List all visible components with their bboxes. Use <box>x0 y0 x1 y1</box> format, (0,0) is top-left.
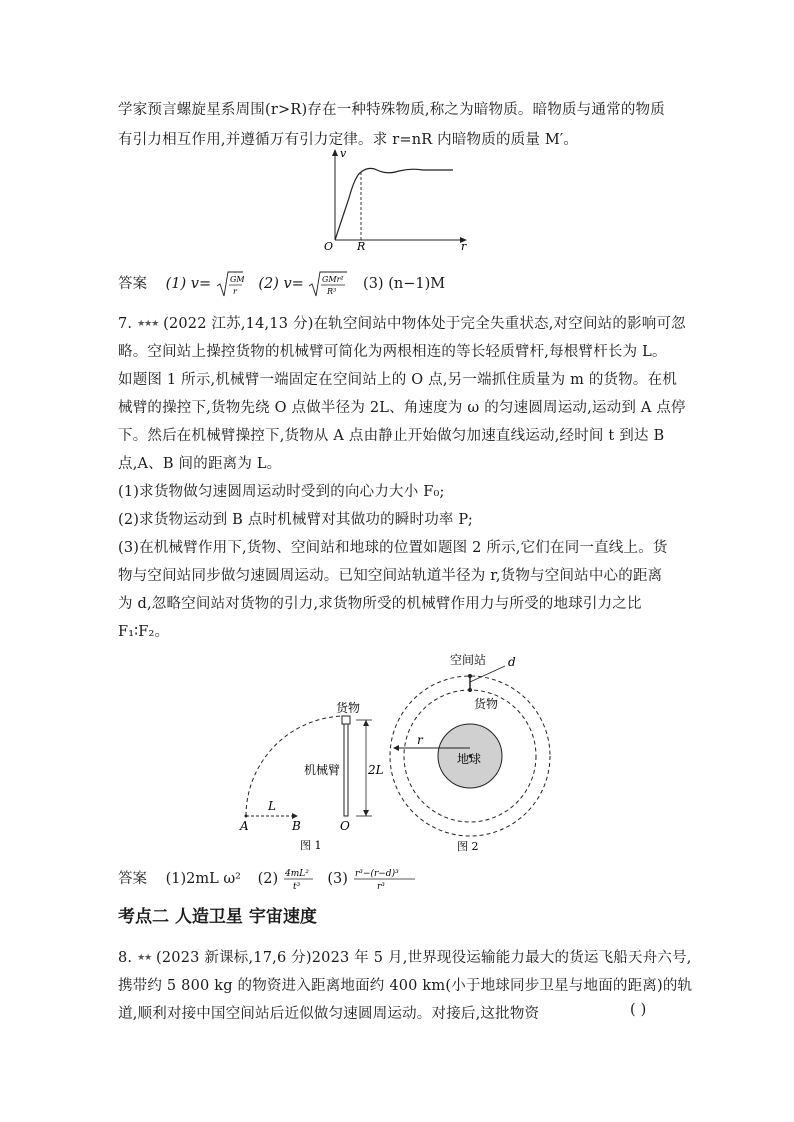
earth-label: 地球 <box>457 752 482 766</box>
problem-8-line: 道,顺利对接中国空间站后近似做匀速圆周运动。对接后,这批物资 <box>118 1006 540 1022</box>
figure-2-caption: 图 2 <box>457 840 479 853</box>
velocity-radius-graph <box>315 148 475 254</box>
prev-problem-line-1: 学家预言螺旋星系周围(r>R)存在一种特殊物质,称之为暗物质。暗物质与通常的物质 <box>118 102 665 118</box>
answer-1: (1)2mL ω² <box>165 871 241 887</box>
graph-origin-label: O <box>324 240 334 253</box>
problem-8-line: 携带约 5 800 kg 的物资进入距离地面约 400 km(小于地球同步卫星与地面的距离)的轨 <box>118 978 693 994</box>
graph-y-label: v <box>340 148 347 160</box>
fraction-answer-3 <box>353 866 419 892</box>
figure-1-robot-arm <box>230 690 390 855</box>
point-o-label: O <box>340 819 350 833</box>
problem-7-source: (2022 江苏,14,13 分)在轨空间站中物体处于完全失重状态,对空间站的影响可忽 <box>163 316 686 332</box>
svg-text:r³−(r−d)³: r³−(r−d)³ <box>354 869 399 879</box>
section-heading: 考点二 人造卫星 宇宙速度 <box>118 907 317 927</box>
sqrt-fraction-2 <box>308 270 348 298</box>
problem-7-question-2: (2)求货物运动到 B 点时机械臂对其做功的瞬时功率 P; <box>118 512 473 528</box>
figure-2-orbits <box>385 648 555 856</box>
prev-answer <box>118 270 445 298</box>
problem-7-line: F₁∶F₂。 <box>118 624 170 640</box>
length-2l-label: 2L <box>368 763 384 777</box>
cargo-box <box>342 716 350 724</box>
svg-text:r³: r³ <box>376 882 385 892</box>
fraction-answer-2 <box>283 866 317 892</box>
problem-7-question-1: (1)求货物做匀速圆周运动时受到的向心力大小 F₀; <box>118 484 445 500</box>
answer-label: 答案 <box>118 276 147 292</box>
answer-2-prefix: (2) v= <box>258 276 304 292</box>
problem-7-line: 物与空间站同步做匀速圆周运动。已知空间站轨道半径为 r,货物与空间站中心的距离 <box>118 568 663 584</box>
difficulty-stars-icon: ★★★ <box>137 319 159 329</box>
fig2-cargo-label: 货物 <box>474 697 499 711</box>
answer-bracket[interactable]: ( ) <box>630 1002 647 1018</box>
station-label: 空间站 <box>450 653 487 667</box>
svg-text:4mL²: 4mL² <box>284 869 309 879</box>
figure-1-caption: 图 1 <box>300 839 322 852</box>
problem-7-line: 械臂的操控下,货物先绕 O 点做半径为 2L、角速度为 ω 的匀速圆周运动,运动到 A 点停 <box>118 400 686 416</box>
answer-2-prefix: (2) <box>257 871 279 887</box>
problem-7-first-line <box>118 312 686 333</box>
difficulty-stars-icon: ★★ <box>137 953 152 963</box>
answer-3: (3) (n−1)M <box>363 276 446 292</box>
graph-r-mark: R <box>357 240 366 253</box>
svg-text:GM: GM <box>229 275 244 284</box>
prev-problem-line-2: 有引力相互作用,并遵循万有引力定律。求 r=nR 内暗物质的质量 M′。 <box>118 132 579 148</box>
point-a-label: A <box>240 819 249 833</box>
problem-7-answer <box>118 866 419 892</box>
problem-8-source: (2023 新课标,17,6 分)2023 年 5 月,世界现役运输能力最大的货运飞船天舟六号, <box>156 950 692 966</box>
problem-7-line: 如题图 1 所示,机械臂一端固定在空间站上的 O 点,另一端抓住质量为 m 的货物。在机 <box>118 372 678 388</box>
problem-7-line: 点,A、B 间的距离为 L。 <box>118 456 282 472</box>
distance-d-label: d <box>508 655 516 669</box>
cargo-label: 货物 <box>336 701 361 715</box>
sqrt-fraction-1 <box>216 270 244 298</box>
problem-7-line: 下。然后在机械臂操控下,货物从 A 点由静止开始做匀加速直线运动,经时间 t 到达 B <box>118 428 665 444</box>
svg-text:t³: t³ <box>292 882 300 892</box>
problem-8-first-line <box>118 946 692 967</box>
svg-text:GMr²: GMr² <box>322 275 345 284</box>
answer-label: 答案 <box>118 871 147 887</box>
svg-text:r: r <box>232 287 237 296</box>
point-b-label: B <box>292 819 301 833</box>
problem-7-line: 为 d,忽略空间站对货物的引力,求货物所受的机械臂作用力与所受的地球引力之比 <box>118 596 642 612</box>
answer-3-prefix: (3) <box>327 871 348 887</box>
problem-7-number: 7. <box>118 316 133 332</box>
robot-arm <box>344 724 348 816</box>
svg-text:R³: R³ <box>327 287 337 296</box>
segment-l-label: L <box>268 799 276 813</box>
problem-7-line: 略。空间站上操控货物的机械臂可简化为两根相连的等长轻质臂杆,每根臂杆长为 L。 <box>118 344 667 360</box>
radius-r-label: r <box>417 733 423 747</box>
answer-1-prefix: (1) v= <box>165 276 212 292</box>
cargo-dot <box>468 688 472 692</box>
arm-label: 机械臂 <box>304 763 341 777</box>
problem-7-question-3: (3)在机械臂作用下,货物、空间站和地球的位置如题图 2 所示,它们在同一直线上。货 <box>118 540 668 556</box>
problem-8-number: 8. <box>118 950 133 966</box>
graph-x-label: r <box>461 240 467 253</box>
space-station-dot <box>468 674 472 678</box>
